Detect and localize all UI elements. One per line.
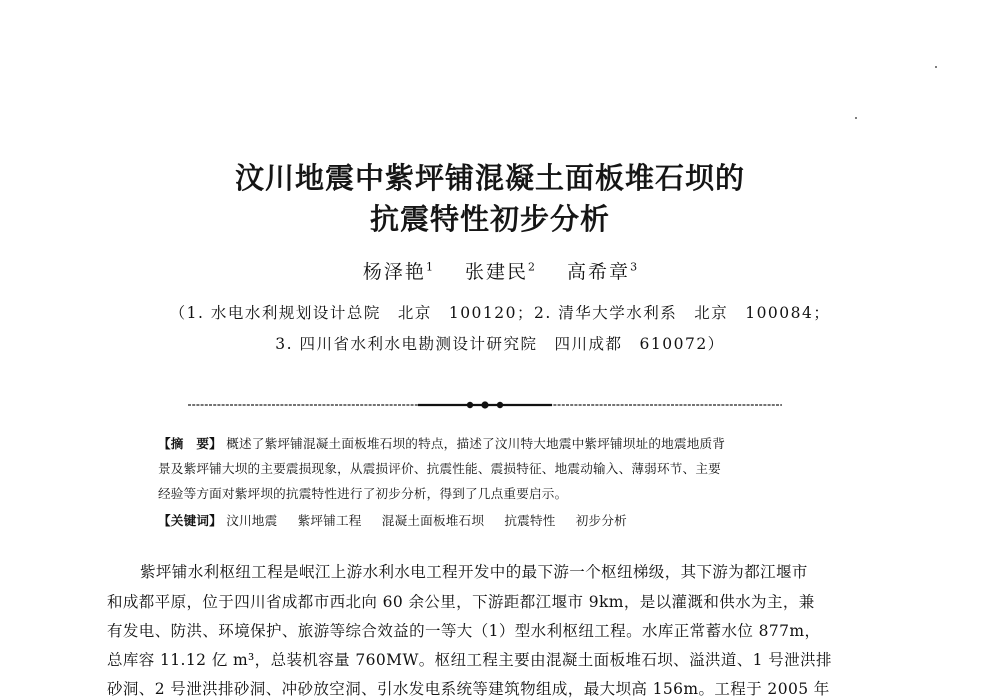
author-name: 高希章 [567,261,631,283]
keyword: 混凝土面板堆石坝 [381,513,485,528]
abstract-line-3: 经验等方面对紫坪坝的抗震特性进行了初步分析，得到了几点重要启示。 [158,486,568,501]
body-paragraph-line-1: 紫坪铺水利枢纽工程是岷江上游水利水电工程开发中的最下游一个枢纽梯级，其下游为都江堰市 [140,563,808,581]
keyword: 初步分析 [575,513,627,528]
keyword: 紫坪铺工程 [297,513,362,528]
body-paragraph-line-3: 有发电、防洪、环境保护、旅游等综合效益的一等大（1）型水利枢纽工程。水库正常蓄水位 877m， [107,622,821,640]
affiliation-line-2: 3. 四川省水利水电勘测设计研究院 四川成都 610072） [275,335,725,353]
abstract-line-1 [158,433,858,452]
author [363,261,433,283]
body-paragraph-line-2: 和成都平原，位于四川省成都市西北向 60 余公里，下游距都江堰市 9km，是以灌溉和供水为主，兼 [107,593,815,611]
author-list [0,257,1000,284]
section-divider [188,399,782,411]
keywords-label: 【关键词】 [158,513,222,528]
body-paragraph-line-4: 总库容 11.12 亿 m³，总装机容量 760MW。枢纽工程主要由混凝土面板堆石坝、溢洪道、1 号泄洪排 [107,651,832,669]
author [465,261,535,283]
paper-title-line-1: 汶川地震中紫坪铺混凝土面板堆石坝的 [234,161,745,195]
author-name: 杨泽艳 [362,261,426,283]
body-paragraph-line-5: 砂洞、2 号泄洪排砂洞、冲砂放空洞、引水发电系统等建筑物组成，最大坝高 156m。工程于 2005 年 [107,680,830,698]
abstract-line-2: 景及紫坪铺大坝的主要震损现象，从震损评价、抗震性能、震损特征、地震动输入、薄弱环节、主要 [158,461,721,476]
author-name: 张建民 [464,261,528,283]
keyword: 汶川地震 [226,513,278,528]
abstract-label: 【摘 要】 [158,436,222,451]
abstract-text: 概述了紫坪铺混凝土面板堆石坝的特点，描述了汶川特大地震中紫坪铺坝址的地震地质背 [226,436,726,451]
author [567,261,637,283]
author-affiliation-mark: 1 [425,260,433,274]
paper-title-line-2: 抗震特性初步分析 [369,202,610,236]
author-affiliation-mark: 2 [528,260,535,274]
author-affiliation-mark: 3 [630,260,638,274]
affiliation-line-1: （1. 水电水利规划设计总院 北京 100120；2. 清华大学水利系 北京 100084； [169,304,831,322]
keywords-line [158,510,858,529]
keyword: 抗震特性 [504,513,556,528]
scan-speck [855,117,857,119]
scan-speck [935,66,937,68]
